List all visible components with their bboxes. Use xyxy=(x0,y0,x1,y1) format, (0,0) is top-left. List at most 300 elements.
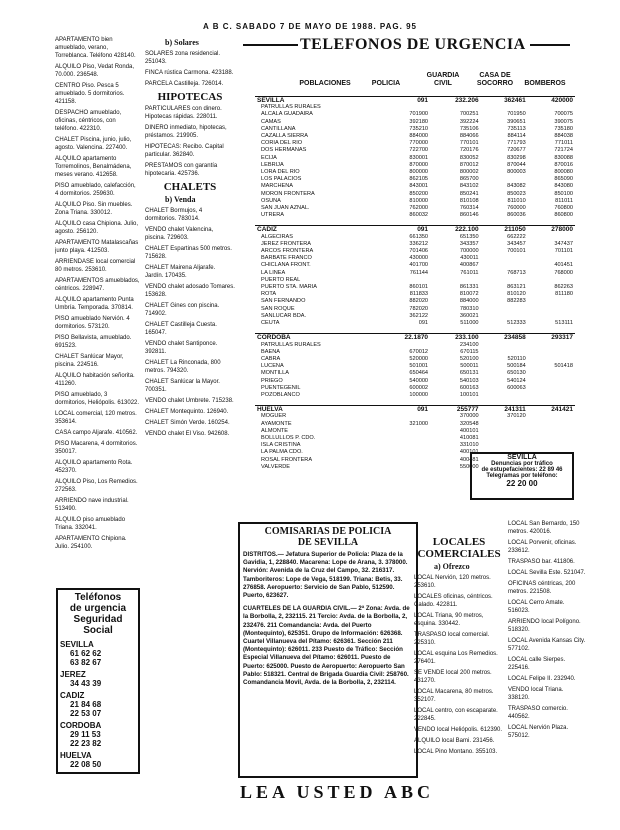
town-phone: 722700 xyxy=(409,147,429,154)
town-phone: 720176 xyxy=(459,147,479,154)
city-phone: 241311 xyxy=(504,406,526,414)
town-phone xyxy=(528,378,575,385)
town-name: CABRA xyxy=(261,355,281,362)
town-phone: 321000 xyxy=(409,420,429,427)
solares-subhead: b) Solares xyxy=(165,38,199,47)
classified-ad: ALQUILO apartamento Rota. 452370. xyxy=(55,460,133,474)
classified-ad: ALQUILO local Bami. 231456. xyxy=(414,738,495,744)
classified-ad: CHALET La Rinconada, 800 metros. 794320. xyxy=(145,360,221,374)
town-phone: 650130 xyxy=(507,370,526,377)
town-phone: 336212 xyxy=(409,240,429,247)
city-phone: 091 xyxy=(417,406,429,414)
town-row xyxy=(255,442,575,449)
town-row xyxy=(255,435,575,442)
town-name: LA PALMA CDO. xyxy=(261,449,303,456)
town-phone: 343357 xyxy=(459,240,479,247)
city-phone: 362461 xyxy=(504,97,526,104)
town-phone: 392224 xyxy=(459,118,479,125)
ss-city-number: 34 43 39 xyxy=(70,679,102,688)
town-phone: 100101 xyxy=(459,391,479,398)
chalets-subhead: b) Venda xyxy=(165,195,196,204)
ss-city-number: 22 08 50 xyxy=(70,760,102,769)
locales-title-1: LOCALES xyxy=(432,536,486,548)
town-phone: 735113 xyxy=(507,125,526,132)
town-phone xyxy=(481,342,528,349)
town-phone: 401451 xyxy=(554,262,573,269)
town-phone: 701101 xyxy=(554,248,573,255)
town-phone xyxy=(481,176,528,183)
ss-title-line: Social xyxy=(83,625,113,636)
town-phone xyxy=(528,349,575,356)
city-row xyxy=(255,226,575,234)
city-phone: 278000 xyxy=(551,226,573,234)
town-phone: 347437 xyxy=(554,240,573,247)
town-phone xyxy=(380,457,431,464)
town-phone: 720677 xyxy=(507,147,526,154)
town-phone: 650464 xyxy=(409,370,429,377)
town-phone: 811010 xyxy=(507,197,526,204)
classified-ad: FINCA rústica Carmona. 423188. xyxy=(145,70,234,76)
town-name: BAENA xyxy=(261,348,280,355)
town-phone xyxy=(481,349,528,356)
town-phone: 520000 xyxy=(409,355,429,362)
town-phone: 501418 xyxy=(554,363,573,370)
town-phone: 800002 xyxy=(459,169,479,176)
classified-ad: CHALET Sanlúcar Mayor, piscina. 224516. xyxy=(55,354,124,368)
town-name: CAZALLA SIERRA xyxy=(261,133,308,140)
town-phone: 400481 xyxy=(459,456,479,463)
town-phone: 362122 xyxy=(409,312,429,319)
town-phone: 862263 xyxy=(554,284,573,291)
ss-city-number: 22 53 07 xyxy=(70,709,102,718)
town-phone: 762000 xyxy=(409,205,429,212)
town-phone xyxy=(528,385,575,392)
classified-ad: ALQUILO Piso, Los Remedios. 272563. xyxy=(55,479,138,493)
classified-ad: SOLARES zona residencial. 251043. xyxy=(145,51,221,65)
town-phone: 865700 xyxy=(459,176,479,183)
town-phone: 392180 xyxy=(409,118,429,125)
town-phone: 735210 xyxy=(409,125,429,132)
classified-ad: CHALET Sanlúcar la Mayor. 700351. xyxy=(145,379,220,393)
town-row xyxy=(255,342,575,349)
classified-ad: CHALET Espartinas 500 metros. 715628. xyxy=(145,246,232,260)
classified-ad: CHALET Castilleja Cuesta. 165047. xyxy=(145,322,217,336)
town-row xyxy=(255,169,575,176)
lea-usted-abc: LEA USTED ABC xyxy=(240,782,435,802)
town-phone xyxy=(528,413,575,420)
town-row xyxy=(255,133,575,140)
town-phone: 400867 xyxy=(459,262,479,269)
town-row xyxy=(255,413,575,420)
town-row xyxy=(255,298,575,305)
town-phone: 811833 xyxy=(409,291,429,298)
town-phone xyxy=(528,234,575,241)
town-name: LORA DEL RIO xyxy=(261,169,300,176)
classified-ad: LOCAL Porvenir, oficinas. 233612. xyxy=(508,540,577,554)
town-phone: 370000 xyxy=(459,413,479,420)
town-phone: 320548 xyxy=(459,420,479,427)
ss-city-number: 61 62 62 xyxy=(70,649,102,658)
comisarias-box xyxy=(238,522,418,778)
locales-right-column xyxy=(508,520,586,780)
ss-city-number: 29 11 53 xyxy=(70,730,101,739)
urgencia-title: TELEFONOS DE URGENCIA xyxy=(300,36,526,53)
town-phone: 800003 xyxy=(507,169,526,176)
town-phone xyxy=(528,421,575,428)
town-phone xyxy=(528,306,575,313)
classified-ad: PARCELA Castilleja. 726014. xyxy=(145,81,224,87)
classified-ad: LOCAL Felipe II. 232940. xyxy=(508,676,576,682)
seguridad-social-box xyxy=(56,588,140,774)
city-name: HUELVA xyxy=(257,406,283,414)
town-name: SANLUCAR BDA. xyxy=(261,312,307,319)
ss-city-number: 63 82 67 xyxy=(70,658,102,667)
town-name: POZOBLANCO xyxy=(261,391,300,398)
locales-sub: a) Ofrezco xyxy=(434,562,470,571)
town-phone: 370120 xyxy=(507,413,526,420)
town-phone: 501001 xyxy=(409,363,429,370)
town-name: PUERTO STA. MARIA xyxy=(261,284,317,291)
town-phone: 540103 xyxy=(459,377,479,384)
town-phone: 401700 xyxy=(409,262,429,269)
city-row xyxy=(255,334,575,342)
classified-ad: ALQUILO Piso. Sin muebles. Zona Triana. 330012. xyxy=(55,202,133,216)
town-phone: 100000 xyxy=(409,391,429,398)
town-phone: 662222 xyxy=(507,233,526,240)
city-phone: 211050 xyxy=(504,226,526,234)
town-name: ROSAL FRONTERA xyxy=(261,456,313,463)
town-phone xyxy=(528,435,575,442)
town-phone: 400101 xyxy=(459,449,479,456)
classified-ad: SE VENDE local 200 metros. 431270. xyxy=(414,670,492,684)
town-row xyxy=(255,191,575,198)
town-phone: 782020 xyxy=(409,305,429,312)
classified-ad: LOCAL Nervión Plaza. 575012. xyxy=(508,725,569,739)
town-phone: 700000 xyxy=(459,248,479,255)
town-phone xyxy=(481,313,528,320)
city-row xyxy=(255,406,575,414)
classified-ad: LOCAL Pino Montano. 355103. xyxy=(414,749,498,755)
town-phone xyxy=(481,421,528,428)
town-name: SAN JUAN AZNAL. xyxy=(261,205,310,212)
town-phone: 760800 xyxy=(554,205,573,212)
ss-city-number: 22 23 82 xyxy=(70,739,102,748)
town-row xyxy=(255,183,575,190)
urgencia-table xyxy=(255,96,575,477)
town-phone xyxy=(380,277,431,284)
ss-title-line: de urgencia xyxy=(69,603,127,614)
ss-city-name: CADIZ xyxy=(60,691,85,700)
city-phone: 255777 xyxy=(456,406,479,414)
town-phone: 860036 xyxy=(507,212,526,219)
classified-ad: PISO Macarena, 4 dormitorios. 350017. xyxy=(55,441,138,455)
town-phone: 700251 xyxy=(459,111,479,118)
town-phone: 884000 xyxy=(409,133,429,140)
town-name: SAN FERNANDO xyxy=(261,298,306,305)
town-row xyxy=(255,270,575,277)
classified-ad: PISO amueblado, 3 dormitorios, Heliópolis. 613022. xyxy=(55,392,140,406)
town-name: DOS HERMANAS xyxy=(261,147,307,154)
town-row xyxy=(255,356,575,363)
town-phone: 701900 xyxy=(409,111,429,118)
town-row xyxy=(255,234,575,241)
town-row xyxy=(255,392,575,399)
town-phone xyxy=(481,104,528,111)
classified-ad: TRASPASO bar. 411806. xyxy=(508,559,575,565)
town-name: BOLLULLOS P. CDO. xyxy=(261,434,316,441)
classified-ad: LOCAL Nervión, 120 metros. 253610. xyxy=(414,575,491,589)
classified-ad: LOCAL comercial, 120 metros. 353614. xyxy=(55,411,137,425)
town-name: ALCALA GUADAIRA xyxy=(261,111,313,118)
town-phone xyxy=(528,342,575,349)
classified-ad: ALQUILO casa Chipiona. Julio, agosto. 256120. xyxy=(55,221,139,235)
town-phone: 800000 xyxy=(409,169,429,176)
left-classified-column xyxy=(55,36,140,596)
classified-ad: APARTAMENTOS amueblados, céntricos. 228947. xyxy=(55,278,140,292)
town-name: PATRULLAS RURALES xyxy=(261,104,321,111)
town-phone: 520110 xyxy=(507,355,526,362)
town-phone xyxy=(481,306,528,313)
town-phone: 861331 xyxy=(459,284,479,291)
header-policia: POLICIA xyxy=(371,80,401,87)
town-name: LUCENA xyxy=(261,363,284,370)
classified-ad: PARTICULARES con dinero. Hipotecas rápidas. 228011. xyxy=(145,106,222,120)
town-name: LOS PALACIOS xyxy=(261,176,302,183)
town-phone: 670115 xyxy=(460,348,479,355)
town-phone: 760314 xyxy=(459,205,479,212)
classified-ad: OFICINAS céntricas, 200 metros. 221508. xyxy=(508,581,576,595)
town-phone: 701406 xyxy=(409,248,429,255)
town-row xyxy=(255,378,575,385)
classified-ad: TRASPASO comercio. 440562. xyxy=(508,706,568,720)
classified-ad: TRASPASO local comercial. 225310. xyxy=(414,632,490,646)
town-name: ARCOS FRONTERA xyxy=(261,248,314,255)
town-row xyxy=(255,284,575,291)
town-phone: 811180 xyxy=(555,291,573,298)
town-row xyxy=(255,277,575,284)
town-name: MORON FRONTERA xyxy=(261,190,315,197)
town-phone: 760000 xyxy=(507,205,526,212)
town-row xyxy=(255,248,575,255)
town-name: ISLA CRISTINA xyxy=(261,442,301,449)
town-phone: 830052 xyxy=(459,154,479,161)
classified-ad: ALQUILO habitación señorita. 411260. xyxy=(55,373,135,387)
town-phone: 735180 xyxy=(554,125,573,132)
locales-title-2: COMERCIALES xyxy=(417,548,501,560)
town-name: CEUTA xyxy=(261,320,280,327)
town-phone: 862105 xyxy=(409,176,429,183)
town-name: MOGUER xyxy=(261,413,287,420)
town-phone xyxy=(528,313,575,320)
classified-ad: VENDO chalet El Viso. 942608. xyxy=(145,431,230,437)
classified-ad: LOCAL Avenida Kansas City. 577102. xyxy=(508,638,586,652)
town-phone: 500184 xyxy=(507,363,526,370)
town-phone: 091 xyxy=(418,320,429,327)
town-phone: 830298 xyxy=(507,154,526,161)
city-row xyxy=(255,97,575,105)
town-name: ROTA xyxy=(261,291,277,298)
town-phone: 540124 xyxy=(507,377,526,384)
classified-ad: CENTRO Piso. Pesca 5 amueblado. 5 dormitorios. 421158. xyxy=(55,83,125,105)
town-phone: 863121 xyxy=(507,284,526,291)
town-phone: 500011 xyxy=(460,363,479,370)
city-phone: 091 xyxy=(417,97,429,104)
town-phone xyxy=(380,449,431,456)
town-phone: 520100 xyxy=(459,355,479,362)
town-phone: 870044 xyxy=(507,161,526,168)
town-phone: 513111 xyxy=(555,320,573,327)
town-name: PRIEGO xyxy=(261,377,283,384)
town-row xyxy=(255,262,575,269)
classified-ad: PRESTAMOS con garantía hipotecaria. 425736. xyxy=(145,163,218,177)
classified-ad: APARTAMENTO Chipiona. Julio. 254100. xyxy=(55,536,127,550)
classified-ad: APARTAMENTO Matalascañas junto playa. 412503. xyxy=(55,240,139,254)
town-phone: 661350 xyxy=(409,233,429,240)
classified-ad: LOCAL centro, con escaparate. 222845. xyxy=(414,708,498,722)
classified-ad: CHALET Piscina, junio, julio, agosto. Valencina. 227400. xyxy=(55,137,132,151)
town-phone xyxy=(528,392,575,399)
town-name: OSUNA xyxy=(261,197,281,204)
classified-ad: LOCAL Sevilla Este. 521047. xyxy=(508,570,586,576)
town-phone xyxy=(528,255,575,262)
sevilla-box-title: SEVILLA xyxy=(507,454,537,461)
town-phone: 768713 xyxy=(507,269,526,276)
classified-ad: CHALET Gines con piscina. 714902. xyxy=(145,303,220,317)
town-name: ALGECIRAS xyxy=(261,233,294,240)
classified-ad: VENDO chalet adosado Tomares. 153628. xyxy=(145,284,235,298)
town-phone: 550000 xyxy=(459,463,479,470)
town-phone: 343457 xyxy=(507,240,526,247)
town-phone xyxy=(481,262,528,269)
town-row xyxy=(255,176,575,183)
classified-ad: HIPOTECAS: Recibo. Capital particular. 362840. xyxy=(145,144,224,158)
town-row xyxy=(255,119,575,126)
town-phone xyxy=(481,435,528,442)
classified-ad: ARRIENDO nave industrial. 513490. xyxy=(55,498,129,512)
town-name: ALMONTE xyxy=(261,427,289,434)
town-name: MARCHENA xyxy=(261,183,294,190)
classified-ad: LOCALES oficinas, céntricos. Calado. 422811. xyxy=(414,594,493,608)
town-phone xyxy=(380,435,431,442)
town-phone xyxy=(380,104,431,111)
town-row xyxy=(255,147,575,154)
town-phone: 800080 xyxy=(554,169,573,176)
town-phone: 700101 xyxy=(507,248,526,255)
town-phone: 511000 xyxy=(460,320,479,327)
ss-city-name: HUELVA xyxy=(60,751,92,760)
town-row xyxy=(255,291,575,298)
classified-ad: DESPACHO amueblado, oficinas, céntricos, con teléfono. 422310. xyxy=(55,110,122,132)
header-poblaciones: POBLACIONES xyxy=(299,80,351,87)
town-phone xyxy=(380,413,431,420)
town-phone: 882020 xyxy=(409,298,429,305)
classified-ad: CHALET Mairena Aljarafe. Jardín. 170435. xyxy=(145,265,216,279)
town-name: CAMAS xyxy=(261,118,281,125)
classified-ad: ALQUILO piso amueblado Triana. 332041. xyxy=(55,517,126,531)
comisarias-title-2: DE SEVILLA xyxy=(297,537,359,548)
town-phone: 780310 xyxy=(459,305,479,312)
town-row xyxy=(255,155,575,162)
town-phone: 850023 xyxy=(507,190,526,197)
town-phone xyxy=(481,442,528,449)
telegram-label: Telegramas por teléfono: xyxy=(486,473,558,479)
urgencia-rule-right xyxy=(530,44,570,46)
town-phone: 884114 xyxy=(507,133,526,140)
town-phone: 234100 xyxy=(459,341,479,348)
town-phone: 512333 xyxy=(507,320,526,327)
classified-ad: APARTAMENTO bien amueblado, verano, Torreblanca. Teléfono 428140. xyxy=(55,37,136,59)
classified-ad: ALQUILO Piso, Vedat Ronda, 70.000. 236548. xyxy=(55,64,135,78)
city-phone: 232.206 xyxy=(455,97,479,104)
town-phone: 430011 xyxy=(460,255,479,262)
city-name: SEVILLA xyxy=(257,97,285,104)
town-name: AYAMONTE xyxy=(261,420,292,427)
town-row xyxy=(255,162,575,169)
sevilla-drug-box xyxy=(470,452,574,500)
city-phone: 241421 xyxy=(551,406,573,414)
town-phone: 884000 xyxy=(459,298,479,305)
town-phone: 843082 xyxy=(507,183,526,190)
town-phone: 735106 xyxy=(459,125,479,132)
town-phone xyxy=(481,255,528,262)
town-row xyxy=(255,313,575,320)
town-phone: 771011 xyxy=(554,140,573,147)
town-row xyxy=(255,320,575,327)
hipotecas-heading: HIPOTECAS xyxy=(157,91,223,103)
town-name: CORIA DEL RIO xyxy=(261,140,303,147)
town-phone: 830088 xyxy=(554,154,573,161)
town-phone: 865090 xyxy=(554,176,573,183)
town-phone: 410081 xyxy=(459,434,479,441)
town-phone: 771793 xyxy=(507,140,526,147)
town-phone: 860032 xyxy=(409,212,429,219)
town-phone: 810000 xyxy=(409,197,429,204)
town-name: CANTILLANA xyxy=(261,125,296,132)
town-phone: 761144 xyxy=(409,269,429,276)
town-phone: 701950 xyxy=(507,111,526,118)
town-row xyxy=(255,385,575,392)
classified-ad: ALQUILO apartamento Punta Umbría. Temporada. 370814. xyxy=(55,297,134,311)
town-row xyxy=(255,111,575,118)
town-phone xyxy=(380,428,431,435)
town-row xyxy=(255,370,575,377)
header-casa-socorro: CASA DE SOCORRO xyxy=(476,72,514,87)
town-row xyxy=(255,104,575,111)
classified-ad: CASA campo Aljarafe. 410562. xyxy=(55,430,138,436)
town-phone: 843102 xyxy=(459,183,479,190)
urgencia-rule xyxy=(243,44,298,46)
town-phone: 540000 xyxy=(409,377,429,384)
town-row xyxy=(255,198,575,205)
classified-ad: CHALET Bormujos, 4 dormitorios. 783014. xyxy=(145,208,203,222)
header-bomberos: BOMBEROS xyxy=(524,80,566,87)
town-phone xyxy=(430,277,481,284)
town-name: MONTILLA xyxy=(261,370,289,377)
classified-ad: ARRIENDO local Polígono. 518320. xyxy=(508,619,581,633)
town-phone xyxy=(528,428,575,435)
town-phone xyxy=(481,392,528,399)
town-name: CHICLANA FRONT. xyxy=(261,262,311,269)
town-phone: 650131 xyxy=(459,370,479,377)
town-phone xyxy=(528,442,575,449)
town-phone: 860146 xyxy=(459,212,479,219)
town-phone xyxy=(528,370,575,377)
town-phone: 430000 xyxy=(409,255,429,262)
city-name: CORDOBA xyxy=(257,334,291,342)
town-phone xyxy=(528,298,575,305)
town-phone: 811011 xyxy=(555,197,573,204)
town-name: SAN ROQUE xyxy=(261,305,295,312)
